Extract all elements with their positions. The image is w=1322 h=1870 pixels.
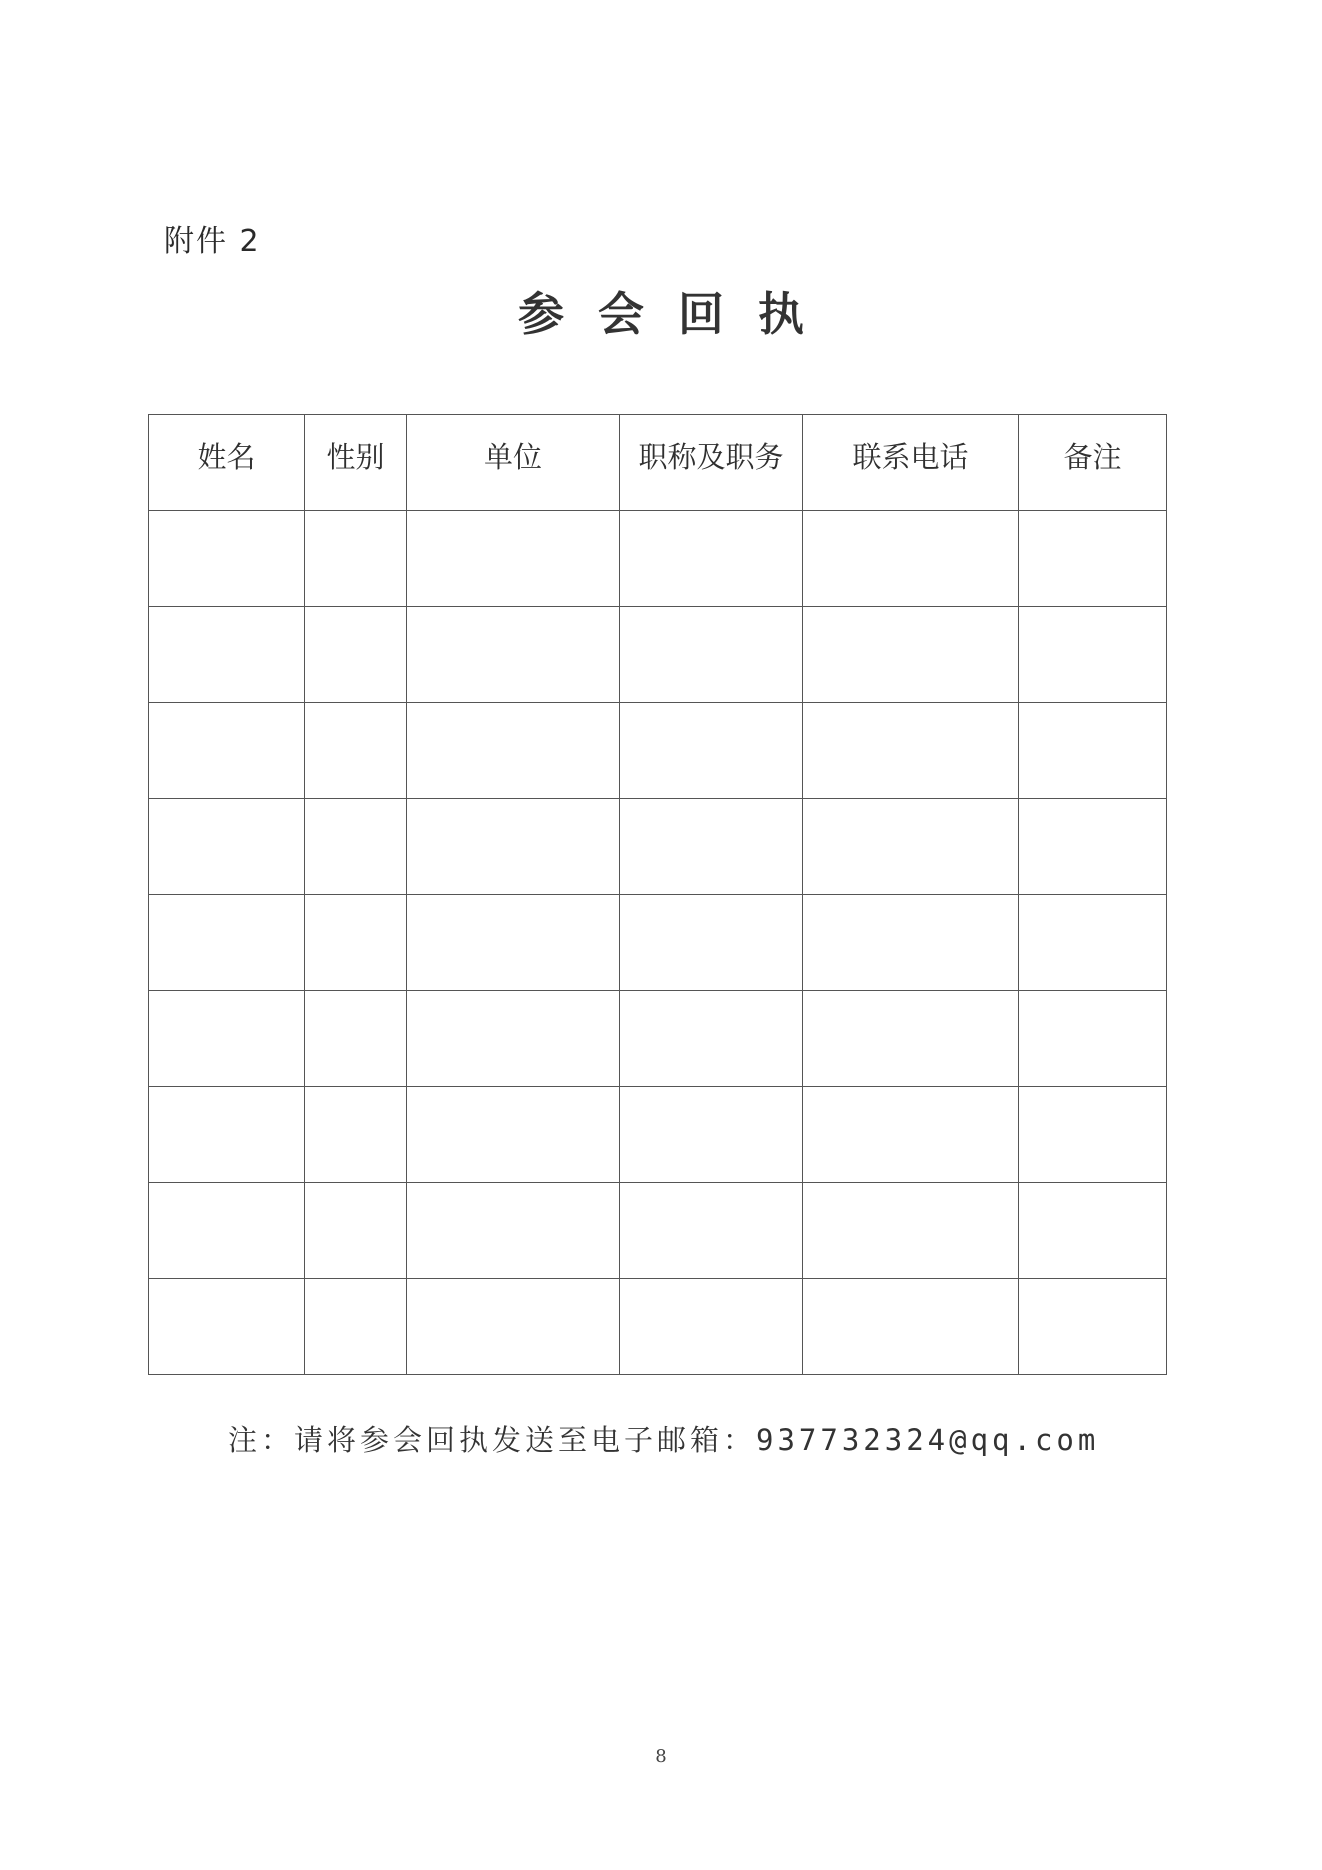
name-cell[interactable] — [149, 703, 305, 799]
remarks-cell[interactable] — [1019, 511, 1167, 607]
gender-cell[interactable] — [305, 511, 407, 607]
phone-cell[interactable] — [803, 607, 1019, 703]
phone-cell[interactable] — [803, 703, 1019, 799]
page-number: 8 — [655, 1746, 667, 1767]
header-name: 姓名 — [149, 415, 305, 511]
table-row — [149, 1183, 1167, 1279]
phone-cell[interactable] — [803, 1279, 1019, 1375]
name-cell[interactable] — [149, 991, 305, 1087]
name-cell[interactable] — [149, 895, 305, 991]
organization-cell[interactable] — [407, 1183, 620, 1279]
remarks-cell[interactable] — [1019, 991, 1167, 1087]
gender-cell[interactable] — [305, 799, 407, 895]
title-position-cell[interactable] — [620, 1183, 803, 1279]
phone-cell[interactable] — [803, 511, 1019, 607]
remarks-cell[interactable] — [1019, 1087, 1167, 1183]
remarks-cell[interactable] — [1019, 1183, 1167, 1279]
table-row — [149, 703, 1167, 799]
registration-form-table — [148, 414, 1167, 1375]
gender-cell[interactable] — [305, 895, 407, 991]
phone-cell[interactable] — [803, 895, 1019, 991]
organization-cell[interactable] — [407, 799, 620, 895]
header-organization: 单位 — [407, 415, 620, 511]
remarks-cell[interactable] — [1019, 895, 1167, 991]
organization-cell[interactable] — [407, 895, 620, 991]
table-header-row — [149, 415, 1167, 511]
name-cell[interactable] — [149, 1279, 305, 1375]
title-position-cell[interactable] — [620, 607, 803, 703]
gender-cell[interactable] — [305, 607, 407, 703]
table-row — [149, 1087, 1167, 1183]
gender-cell[interactable] — [305, 991, 407, 1087]
gender-cell[interactable] — [305, 703, 407, 799]
gender-cell[interactable] — [305, 1279, 407, 1375]
title-position-cell[interactable] — [620, 1279, 803, 1375]
remarks-cell[interactable] — [1019, 703, 1167, 799]
table-row — [149, 895, 1167, 991]
gender-cell[interactable] — [305, 1087, 407, 1183]
table-row — [149, 991, 1167, 1087]
name-cell[interactable] — [149, 1183, 305, 1279]
phone-cell[interactable] — [803, 1087, 1019, 1183]
page-title: 参会回执 — [518, 287, 838, 341]
title-position-cell[interactable] — [620, 1087, 803, 1183]
name-cell[interactable] — [149, 799, 305, 895]
title-position-cell[interactable] — [620, 895, 803, 991]
phone-cell[interactable] — [803, 1183, 1019, 1279]
remarks-cell[interactable] — [1019, 607, 1167, 703]
organization-cell[interactable] — [407, 1279, 620, 1375]
name-cell[interactable] — [149, 511, 305, 607]
organization-cell[interactable] — [407, 1087, 620, 1183]
phone-cell[interactable] — [803, 991, 1019, 1087]
organization-cell[interactable] — [407, 703, 620, 799]
attachment-label: 附件 2 — [164, 224, 261, 259]
title-position-cell[interactable] — [620, 511, 803, 607]
header-remarks: 备注 — [1019, 415, 1167, 511]
organization-cell[interactable] — [407, 511, 620, 607]
organization-cell[interactable] — [407, 991, 620, 1087]
title-position-cell[interactable] — [620, 991, 803, 1087]
table-row — [149, 799, 1167, 895]
table-row — [149, 1279, 1167, 1375]
organization-cell[interactable] — [407, 607, 620, 703]
phone-cell[interactable] — [803, 799, 1019, 895]
table-body — [149, 511, 1167, 1375]
title-position-cell[interactable] — [620, 799, 803, 895]
title-position-cell[interactable] — [620, 703, 803, 799]
header-title-position: 职称及职务 — [620, 415, 803, 511]
name-cell[interactable] — [149, 607, 305, 703]
table-row — [149, 607, 1167, 703]
name-cell[interactable] — [149, 1087, 305, 1183]
submission-note: 注：请将参会回执发送至电子邮箱：937732324@qq.com — [228, 1423, 1100, 1457]
gender-cell[interactable] — [305, 1183, 407, 1279]
header-gender: 性别 — [305, 415, 407, 511]
remarks-cell[interactable] — [1019, 799, 1167, 895]
header-phone: 联系电话 — [803, 415, 1019, 511]
remarks-cell[interactable] — [1019, 1279, 1167, 1375]
table-row — [149, 511, 1167, 607]
